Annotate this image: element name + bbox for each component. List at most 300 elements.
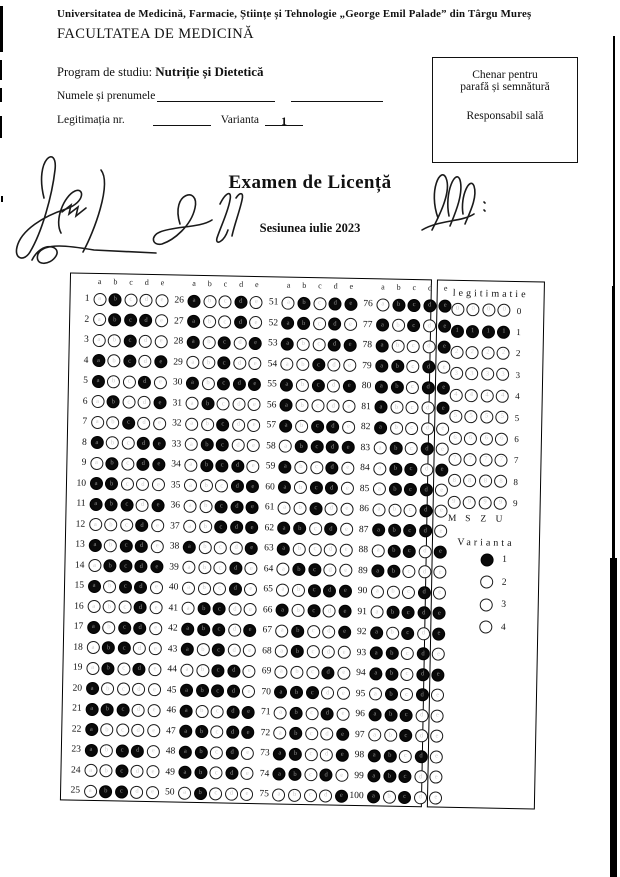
bubble-q38-c[interactable]: c — [214, 541, 227, 554]
bubble-q36-c[interactable]: c — [215, 500, 228, 513]
bubble-q9-d[interactable]: d — [137, 458, 150, 471]
bubble-q36-b[interactable]: b — [199, 500, 212, 513]
bubble-q81-e[interactable]: e — [437, 402, 450, 415]
bubble-q40-d[interactable]: d — [229, 582, 242, 595]
legit-bubble-Z-5[interactable]: 5 — [480, 410, 493, 423]
bubble-q53-a[interactable]: a — [281, 337, 294, 350]
bubble-q34-e[interactable]: e — [247, 460, 260, 473]
bubble-q2-b[interactable]: b — [108, 313, 121, 326]
bubble-q49-e[interactable]: e — [241, 767, 254, 780]
bubble-q1-c[interactable]: c — [124, 293, 137, 306]
legit-bubble-S-0[interactable]: 0 — [466, 303, 479, 316]
bubble-q22-a[interactable]: a — [85, 723, 98, 736]
bubble-q43-b[interactable]: b — [196, 643, 209, 656]
bubble-q89-c[interactable]: c — [402, 565, 415, 578]
bubble-q89-b[interactable]: b — [387, 565, 400, 578]
bubble-q63-c[interactable]: c — [308, 543, 321, 556]
bubble-q98-e[interactable]: e — [430, 750, 443, 763]
bubble-q6-b[interactable]: b — [107, 395, 120, 408]
bubble-q11-a[interactable]: a — [89, 498, 102, 511]
bubble-q59-b[interactable]: b — [294, 461, 307, 474]
bubble-q4-a[interactable]: a — [92, 354, 105, 367]
bubble-q36-d[interactable]: d — [230, 500, 243, 513]
bubble-q48-e[interactable]: e — [241, 747, 254, 760]
bubble-q35-e[interactable]: e — [246, 480, 259, 493]
bubble-q5-d[interactable]: d — [138, 376, 151, 389]
bubble-q64-d[interactable]: d — [324, 564, 337, 577]
bubble-q90-e[interactable]: e — [433, 586, 446, 599]
bubble-q62-b[interactable]: b — [293, 522, 306, 535]
bubble-q93-a[interactable]: a — [370, 647, 383, 660]
bubble-q38-e[interactable]: e — [245, 542, 258, 555]
bubble-q10-e[interactable]: e — [152, 478, 165, 491]
bubble-q42-a[interactable]: a — [181, 622, 194, 635]
legit-bubble-U-6[interactable]: 6 — [495, 432, 508, 445]
bubble-q2-a[interactable]: a — [93, 313, 106, 326]
bubble-q44-e[interactable]: e — [243, 665, 256, 678]
bubble-q81-a[interactable]: a — [374, 401, 387, 414]
legit-bubble-U-2[interactable]: 2 — [497, 347, 510, 360]
bubble-q16-d[interactable]: d — [134, 601, 147, 614]
bubble-q25-e[interactable]: e — [146, 786, 159, 799]
bubble-q80-e[interactable]: e — [437, 381, 450, 394]
bubble-q41-d[interactable]: d — [228, 603, 241, 616]
bubble-q87-c[interactable]: c — [403, 524, 416, 537]
legit-bubble-Z-4[interactable]: 4 — [480, 389, 493, 402]
legit-bubble-Z-7[interactable]: 7 — [479, 453, 492, 466]
bubble-q44-c[interactable]: c — [212, 664, 225, 677]
bubble-q12-a[interactable]: a — [89, 518, 102, 531]
bubble-q21-c[interactable]: c — [116, 703, 129, 716]
bubble-q62-e[interactable]: e — [340, 523, 353, 536]
bubble-q55-c[interactable]: c — [311, 379, 324, 392]
bubble-q33-a[interactable]: a — [185, 438, 198, 451]
bubble-q15-a[interactable]: a — [87, 580, 100, 593]
legit-bubble-S-4[interactable]: 4 — [465, 389, 478, 402]
bubble-q74-d[interactable]: d — [320, 769, 333, 782]
bubble-q61-b[interactable]: b — [294, 502, 307, 515]
bubble-q44-d[interactable]: d — [227, 664, 240, 677]
bubble-q60-d[interactable]: d — [325, 482, 338, 495]
bubble-q52-d[interactable]: d — [328, 318, 341, 331]
bubble-q100-e[interactable]: e — [429, 791, 442, 804]
bubble-q87-b[interactable]: b — [388, 524, 401, 537]
bubble-q46-b[interactable]: b — [195, 705, 208, 718]
bubble-q29-d[interactable]: d — [233, 357, 246, 370]
bubble-q96-b[interactable]: b — [384, 708, 397, 721]
bubble-q41-e[interactable]: e — [244, 603, 257, 616]
bubble-q38-d[interactable]: d — [229, 541, 242, 554]
bubble-q15-c[interactable]: c — [119, 580, 132, 593]
bubble-q99-b[interactable]: b — [383, 770, 396, 783]
bubble-q37-b[interactable]: b — [199, 520, 212, 533]
bubble-q62-a[interactable]: a — [278, 522, 291, 535]
bubble-q66-c[interactable]: c — [307, 604, 320, 617]
bubble-q13-c[interactable]: c — [119, 539, 132, 552]
bubble-q89-e[interactable]: e — [434, 566, 447, 579]
bubble-q4-d[interactable]: d — [139, 355, 152, 368]
bubble-q17-e[interactable]: e — [149, 622, 162, 635]
bubble-q31-c[interactable]: c — [217, 398, 230, 411]
bubble-q70-a[interactable]: a — [274, 686, 287, 699]
bubble-q96-d[interactable]: d — [415, 709, 428, 722]
bubble-q17-b[interactable]: b — [102, 621, 115, 634]
legit-bubble-M-1[interactable]: 1 — [450, 324, 463, 337]
bubble-q99-c[interactable]: c — [398, 770, 411, 783]
bubble-q18-c[interactable]: c — [117, 642, 130, 655]
bubble-q57-b[interactable]: b — [295, 420, 308, 433]
bubble-q85-e[interactable]: e — [435, 484, 448, 497]
bubble-q76-e[interactable]: e — [439, 299, 452, 312]
bubble-q24-e[interactable]: e — [146, 765, 159, 778]
bubble-q53-e[interactable]: e — [343, 338, 356, 351]
bubble-q12-e[interactable]: e — [151, 519, 164, 532]
variant-bubble-1[interactable] — [480, 553, 493, 566]
bubble-q38-b[interactable]: b — [198, 541, 211, 554]
bubble-q95-b[interactable]: b — [384, 688, 397, 701]
bubble-q43-e[interactable]: e — [243, 644, 256, 657]
bubble-q74-a[interactable]: a — [273, 768, 286, 781]
bubble-q23-a[interactable]: a — [84, 744, 97, 757]
bubble-q83-e[interactable]: e — [436, 443, 449, 456]
bubble-q86-e[interactable]: e — [435, 504, 448, 517]
bubble-q77-a[interactable]: a — [376, 319, 389, 332]
bubble-q54-e[interactable]: e — [343, 359, 356, 372]
bubble-q8-a[interactable]: a — [90, 436, 103, 449]
bubble-q98-b[interactable]: b — [383, 749, 396, 762]
bubble-q89-a[interactable]: a — [371, 565, 384, 578]
bubble-q71-e[interactable]: e — [336, 707, 349, 720]
bubble-q70-e[interactable]: e — [337, 687, 350, 700]
bubble-q11-b[interactable]: b — [105, 498, 118, 511]
legit-bubble-S-2[interactable]: 2 — [466, 346, 479, 359]
bubble-q51-b[interactable]: b — [297, 297, 310, 310]
bubble-q40-e[interactable]: e — [244, 583, 257, 596]
legit-bubble-S-3[interactable]: 3 — [465, 367, 478, 380]
bubble-q6-c[interactable]: c — [122, 396, 135, 409]
bubble-q98-d[interactable]: d — [414, 750, 427, 763]
bubble-q69-e[interactable]: e — [337, 666, 350, 679]
bubble-q70-c[interactable]: c — [306, 686, 319, 699]
bubble-q68-d[interactable]: d — [322, 646, 335, 659]
bubble-q100-d[interactable]: d — [414, 791, 427, 804]
legit-bubble-M-6[interactable]: 6 — [448, 431, 461, 444]
bubble-q36-a[interactable]: a — [183, 499, 196, 512]
bubble-q61-d[interactable]: d — [325, 502, 338, 515]
bubble-q27-e[interactable]: e — [249, 316, 262, 329]
variant-bubble-4[interactable] — [479, 621, 492, 634]
bubble-q51-a[interactable]: a — [282, 296, 295, 309]
bubble-q44-b[interactable]: b — [196, 664, 209, 677]
bubble-q37-a[interactable]: a — [183, 520, 196, 533]
bubble-q83-b[interactable]: b — [389, 442, 402, 455]
bubble-q75-e[interactable]: e — [335, 789, 348, 802]
bubble-q92-a[interactable]: a — [370, 626, 383, 639]
bubble-q13-b[interactable]: b — [104, 539, 117, 552]
legit-bubble-U-7[interactable]: 7 — [495, 454, 508, 467]
bubble-q28-b[interactable]: b — [202, 336, 215, 349]
bubble-q49-d[interactable]: d — [225, 767, 238, 780]
bubble-q26-d[interactable]: d — [234, 295, 247, 308]
bubble-q44-a[interactable]: a — [180, 663, 193, 676]
bubble-q67-e[interactable]: e — [338, 625, 351, 638]
bubble-q64-a[interactable]: a — [277, 563, 290, 576]
bubble-q28-c[interactable]: c — [218, 336, 231, 349]
bubble-q43-c[interactable]: c — [212, 643, 225, 656]
legit-bubble-S-5[interactable]: 5 — [464, 410, 477, 423]
bubble-q24-a[interactable]: a — [84, 764, 97, 777]
bubble-q40-b[interactable]: b — [198, 582, 211, 595]
bubble-q100-b[interactable]: b — [382, 790, 395, 803]
bubble-q29-a[interactable]: a — [186, 356, 199, 369]
legit-bubble-Z-6[interactable]: 6 — [480, 432, 493, 445]
bubble-q64-b[interactable]: b — [292, 563, 305, 576]
bubble-q76-a[interactable]: a — [376, 298, 389, 311]
bubble-q26-b[interactable]: b — [203, 295, 216, 308]
bubble-q43-a[interactable]: a — [181, 643, 194, 656]
bubble-q14-c[interactable]: c — [119, 560, 132, 573]
bubble-q3-d[interactable]: d — [139, 335, 152, 348]
bubble-q73-d[interactable]: d — [320, 748, 333, 761]
bubble-q51-e[interactable]: e — [344, 297, 357, 310]
bubble-q91-e[interactable]: e — [433, 607, 446, 620]
bubble-q39-c[interactable]: c — [213, 562, 226, 575]
bubble-q50-c[interactable]: c — [209, 787, 222, 800]
bubble-q35-c[interactable]: c — [215, 480, 228, 493]
bubble-q32-a[interactable]: a — [185, 417, 198, 430]
bubble-q17-c[interactable]: c — [118, 621, 131, 634]
bubble-q81-b[interactable]: b — [390, 401, 403, 414]
bubble-q85-d[interactable]: d — [419, 483, 432, 496]
legit-bubble-Z-9[interactable]: 9 — [478, 496, 491, 509]
legit-bubble-S-8[interactable]: 8 — [463, 474, 476, 487]
bubble-q82-a[interactable]: a — [374, 421, 387, 434]
bubble-q36-e[interactable]: e — [246, 501, 259, 514]
bubble-q45-a[interactable]: a — [180, 684, 193, 697]
bubble-q15-e[interactable]: e — [150, 581, 163, 594]
bubble-q10-c[interactable]: c — [121, 478, 134, 491]
bubble-q39-a[interactable]: a — [182, 561, 195, 574]
bubble-q85-a[interactable]: a — [373, 483, 386, 496]
bubble-q8-c[interactable]: c — [121, 437, 134, 450]
bubble-q61-c[interactable]: c — [309, 502, 322, 515]
bubble-q62-c[interactable]: c — [309, 522, 322, 535]
bubble-q50-b[interactable]: b — [194, 787, 207, 800]
bubble-q73-a[interactable]: a — [273, 747, 286, 760]
bubble-q42-c[interactable]: c — [212, 623, 225, 636]
bubble-q59-a[interactable]: a — [279, 460, 292, 473]
bubble-q56-b[interactable]: b — [295, 399, 308, 412]
bubble-q77-c[interactable]: c — [407, 319, 420, 332]
bubble-q29-b[interactable]: b — [202, 356, 215, 369]
bubble-q47-a[interactable]: a — [179, 725, 192, 738]
bubble-q12-b[interactable]: b — [104, 518, 117, 531]
bubble-q5-a[interactable]: a — [91, 375, 104, 388]
bubble-q96-c[interactable]: c — [400, 709, 413, 722]
bubble-q8-e[interactable]: e — [153, 437, 166, 450]
bubble-q92-e[interactable]: e — [432, 627, 445, 640]
bubble-q16-c[interactable]: c — [118, 601, 131, 614]
bubble-q88-c[interactable]: c — [403, 545, 416, 558]
bubble-q48-c[interactable]: c — [210, 746, 223, 759]
bubble-q19-c[interactable]: c — [117, 662, 130, 675]
bubble-q78-d[interactable]: d — [422, 340, 435, 353]
bubble-q34-b[interactable]: b — [200, 459, 213, 472]
bubble-q57-d[interactable]: d — [326, 420, 339, 433]
bubble-q86-b[interactable]: b — [388, 503, 401, 516]
bubble-q16-a[interactable]: a — [87, 600, 100, 613]
bubble-q22-b[interactable]: b — [100, 723, 113, 736]
bubble-q96-e[interactable]: e — [431, 709, 444, 722]
bubble-q63-b[interactable]: b — [293, 543, 306, 556]
bubble-q30-e[interactable]: e — [248, 378, 261, 391]
bubble-q98-a[interactable]: a — [368, 749, 381, 762]
bubble-q30-d[interactable]: d — [233, 377, 246, 390]
bubble-q9-e[interactable]: e — [152, 458, 165, 471]
bubble-q89-d[interactable]: d — [418, 565, 431, 578]
bubble-q51-c[interactable]: c — [313, 297, 326, 310]
bubble-q74-c[interactable]: c — [304, 768, 317, 781]
bubble-q79-c[interactable]: c — [406, 360, 419, 373]
bubble-q3-b[interactable]: b — [108, 334, 121, 347]
bubble-q54-c[interactable]: c — [312, 358, 325, 371]
bubble-q48-d[interactable]: d — [226, 746, 239, 759]
bubble-q24-c[interactable]: c — [115, 765, 128, 778]
bubble-q80-a[interactable]: a — [375, 380, 388, 393]
bubble-q38-a[interactable]: a — [183, 540, 196, 553]
bubble-q30-c[interactable]: c — [217, 377, 230, 390]
bubble-q99-a[interactable]: a — [367, 769, 380, 782]
bubble-q59-c[interactable]: c — [310, 461, 323, 474]
bubble-q39-b[interactable]: b — [198, 561, 211, 574]
bubble-q75-c[interactable]: c — [304, 789, 317, 802]
bubble-q40-c[interactable]: c — [213, 582, 226, 595]
bubble-q80-d[interactable]: d — [421, 381, 434, 394]
bubble-q63-d[interactable]: d — [324, 543, 337, 556]
bubble-q72-c[interactable]: c — [305, 727, 318, 740]
bubble-q39-e[interactable]: e — [245, 562, 258, 575]
bubble-q25-d[interactable]: d — [130, 785, 143, 798]
bubble-q95-d[interactable]: d — [416, 688, 429, 701]
bubble-q6-a[interactable]: a — [91, 395, 104, 408]
bubble-q88-a[interactable]: a — [372, 544, 385, 557]
bubble-q52-b[interactable]: b — [297, 317, 310, 330]
bubble-q59-d[interactable]: d — [325, 461, 338, 474]
bubble-q53-d[interactable]: d — [328, 338, 341, 351]
bubble-q25-c[interactable]: c — [115, 785, 128, 798]
bubble-q27-d[interactable]: d — [234, 316, 247, 329]
bubble-q33-c[interactable]: c — [216, 439, 229, 452]
bubble-q29-e[interactable]: e — [249, 357, 262, 370]
bubble-q13-d[interactable]: d — [135, 539, 148, 552]
bubble-q33-b[interactable]: b — [200, 438, 213, 451]
bubble-q67-c[interactable]: c — [307, 625, 320, 638]
bubble-q93-c[interactable]: c — [401, 647, 414, 660]
bubble-q82-b[interactable]: b — [389, 421, 402, 434]
bubble-q13-a[interactable]: a — [88, 539, 101, 552]
bubble-q83-a[interactable]: a — [374, 442, 387, 455]
bubble-q88-b[interactable]: b — [387, 544, 400, 557]
bubble-q23-c[interactable]: c — [116, 744, 129, 757]
bubble-q68-a[interactable]: a — [275, 645, 288, 658]
bubble-q7-a[interactable]: a — [91, 416, 104, 429]
bubble-q57-c[interactable]: c — [311, 420, 324, 433]
legit-bubble-S-6[interactable]: 6 — [464, 432, 477, 445]
bubble-q80-b[interactable]: b — [390, 380, 403, 393]
bubble-q66-b[interactable]: b — [292, 604, 305, 617]
legit-bubble-M-5[interactable]: 5 — [449, 410, 462, 423]
bubble-q76-b[interactable]: b — [392, 298, 405, 311]
bubble-q55-e[interactable]: e — [343, 379, 356, 392]
bubble-q32-e[interactable]: e — [247, 419, 260, 432]
bubble-q10-b[interactable]: b — [105, 477, 118, 490]
bubble-q64-e[interactable]: e — [339, 564, 352, 577]
bubble-q1-e[interactable]: e — [155, 294, 168, 307]
bubble-q93-d[interactable]: d — [416, 647, 429, 660]
bubble-q23-b[interactable]: b — [100, 744, 113, 757]
bubble-q84-e[interactable]: e — [435, 463, 448, 476]
bubble-q81-c[interactable]: c — [405, 401, 418, 414]
bubble-q37-c[interactable]: c — [214, 521, 227, 534]
bubble-q47-b[interactable]: b — [195, 725, 208, 738]
bubble-q59-e[interactable]: e — [341, 461, 354, 474]
bubble-q67-b[interactable]: b — [291, 625, 304, 638]
bubble-q61-e[interactable]: e — [340, 502, 353, 515]
bubble-q78-a[interactable]: a — [375, 339, 388, 352]
bubble-q35-a[interactable]: a — [184, 479, 197, 492]
bubble-q51-d[interactable]: d — [329, 297, 342, 310]
legit-bubble-M-0[interactable]: 0 — [451, 303, 464, 316]
legit-bubble-Z-3[interactable]: 3 — [481, 368, 494, 381]
bubble-q75-b[interactable]: b — [288, 788, 301, 801]
bubble-q43-d[interactable]: d — [228, 644, 241, 657]
legit-bubble-Z-0[interactable]: 0 — [482, 304, 495, 317]
bubble-q26-e[interactable]: e — [250, 296, 263, 309]
bubble-q53-c[interactable]: c — [312, 338, 325, 351]
bubble-q84-d[interactable]: d — [420, 463, 433, 476]
bubble-q37-e[interactable]: e — [245, 521, 258, 534]
bubble-q56-d[interactable]: d — [327, 400, 340, 413]
bubble-q65-c[interactable]: c — [308, 584, 321, 597]
bubble-q63-e[interactable]: e — [339, 543, 352, 556]
bubble-q58-d[interactable]: d — [326, 441, 339, 454]
bubble-q23-d[interactable]: d — [131, 744, 144, 757]
bubble-q100-c[interactable]: c — [398, 791, 411, 804]
bubble-q3-a[interactable]: a — [92, 334, 105, 347]
bubble-q30-a[interactable]: a — [186, 376, 199, 389]
bubble-q90-b[interactable]: b — [386, 585, 399, 598]
legit-bubble-M-9[interactable]: 9 — [447, 495, 460, 508]
bubble-q45-d[interactable]: d — [227, 685, 240, 698]
bubble-q92-b[interactable]: b — [386, 626, 399, 639]
bubble-q33-d[interactable]: d — [231, 439, 244, 452]
bubble-q78-c[interactable]: c — [407, 340, 420, 353]
bubble-q91-b[interactable]: b — [386, 606, 399, 619]
bubble-q21-e[interactable]: e — [147, 704, 160, 717]
bubble-q42-e[interactable]: e — [243, 624, 256, 637]
bubble-q98-c[interactable]: c — [399, 750, 412, 763]
variant-bubble-3[interactable] — [479, 598, 492, 611]
bubble-q20-d[interactable]: d — [132, 683, 145, 696]
bubble-q3-e[interactable]: e — [155, 335, 168, 348]
bubble-q8-b[interactable]: b — [106, 436, 119, 449]
bubble-q41-b[interactable]: b — [197, 602, 210, 615]
bubble-q18-a[interactable]: a — [86, 641, 99, 654]
bubble-q2-e[interactable]: e — [155, 314, 168, 327]
legit-bubble-U-1[interactable]: 1 — [497, 325, 510, 338]
bubble-q76-d[interactable]: d — [423, 299, 436, 312]
bubble-q92-c[interactable]: c — [401, 627, 414, 640]
